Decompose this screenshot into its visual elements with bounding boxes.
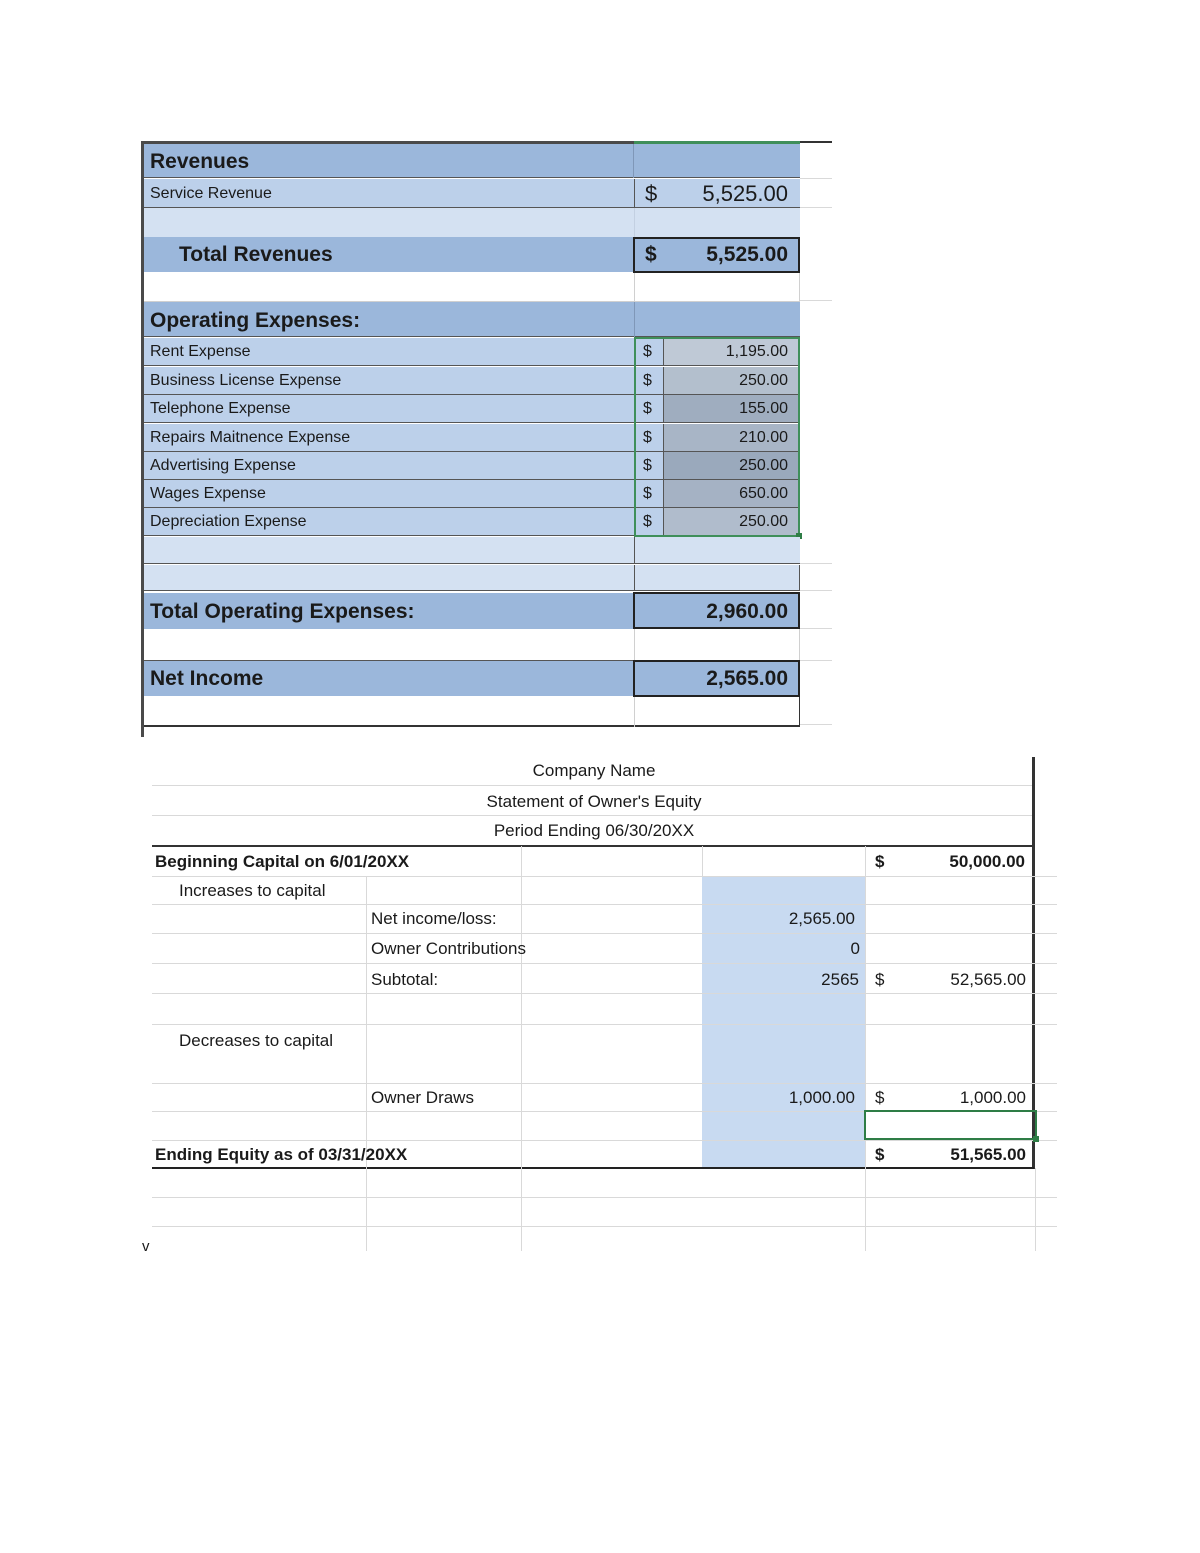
expense-value: 210.00	[739, 429, 788, 446]
expense-label: Advertising Expense	[150, 457, 296, 474]
expense-label: Wages Expense	[150, 485, 266, 502]
beginning-capital-dollar: $	[875, 852, 885, 871]
company-name: Company Name	[532, 761, 656, 780]
subtotal-dollar: $	[875, 970, 885, 989]
owner-draws-dollar: $	[875, 1088, 885, 1107]
net-income-loss-label: Net income/loss:	[371, 909, 497, 928]
total-revenues-value: 5,525.00	[706, 243, 788, 266]
service-revenue-value: 5,525.00	[702, 181, 788, 206]
owner-contributions-label: Owner Contributions	[371, 939, 526, 958]
expense-label: Repairs Maitnence Expense	[150, 429, 351, 446]
expense-value: 250.00	[739, 513, 788, 530]
subtotal-total: 52,565.00	[950, 970, 1026, 989]
total-operating-value: 2,960.00	[706, 600, 788, 623]
owner-draws-label: Owner Draws	[371, 1088, 474, 1107]
owner-draws-value: 1,000.00	[788, 1088, 855, 1107]
operating-expenses-header: Operating Expenses:	[150, 309, 361, 332]
expense-label: Rent Expense	[150, 343, 251, 360]
expense-value: 250.00	[739, 457, 788, 474]
statement-title: Statement of Owner's Equity	[486, 792, 702, 811]
expense-dollar: $	[643, 457, 652, 474]
expense-dollar: $	[643, 429, 652, 446]
net-income-loss-value: 2,565.00	[788, 909, 855, 928]
expense-dollar: $	[643, 343, 652, 360]
expense-value: 650.00	[739, 485, 788, 502]
net-income-value: 2,565.00	[706, 667, 788, 690]
expense-value: 1,195.00	[725, 343, 788, 360]
net-income-label: Net Income	[150, 667, 264, 690]
service-revenue-label: Service Revenue	[150, 185, 272, 202]
beginning-capital-label: Beginning Capital on 6/01/20XX	[155, 852, 410, 871]
total-operating-label: Total Operating Expenses:	[150, 600, 415, 623]
ending-equity-label: Ending Equity as of 03/31/20XX	[155, 1145, 408, 1164]
revenue-spacer-row	[144, 208, 800, 237]
footer-mark: v	[142, 1238, 150, 1255]
expense-value: 250.00	[739, 372, 788, 389]
total-revenues-label: Total Revenues	[179, 243, 333, 266]
owner-contributions-value: 0	[850, 939, 860, 958]
subtotal-label: Subtotal:	[371, 970, 439, 989]
expense-label: Depreciation Expense	[150, 513, 307, 530]
ending-equity-dollar: $	[875, 1145, 885, 1164]
owner-draws-total: 1,000.00	[959, 1088, 1026, 1107]
expense-label: Telephone Expense	[150, 400, 291, 417]
increases-label: Increases to capital	[179, 881, 326, 900]
expense-dollar: $	[643, 513, 652, 530]
expense-value: 155.00	[739, 400, 788, 417]
beginning-capital-value: 50,000.00	[949, 852, 1025, 871]
service-revenue-dollar: $	[645, 181, 658, 206]
expense-dollar: $	[643, 372, 652, 389]
subtotal-value: 2565	[821, 970, 859, 989]
expense-label: Business License Expense	[150, 372, 342, 389]
selected-cell[interactable]	[864, 1110, 1037, 1140]
period-ending: Period Ending 06/30/20XX	[493, 821, 695, 840]
expense-dollar: $	[643, 400, 652, 417]
revenues-header: Revenues	[150, 150, 250, 173]
expense-dollar: $	[643, 485, 652, 502]
decreases-label: Decreases to capital	[179, 1031, 334, 1050]
total-revenues-dollar: $	[645, 243, 657, 266]
ending-equity-value: 51,565.00	[950, 1145, 1026, 1164]
